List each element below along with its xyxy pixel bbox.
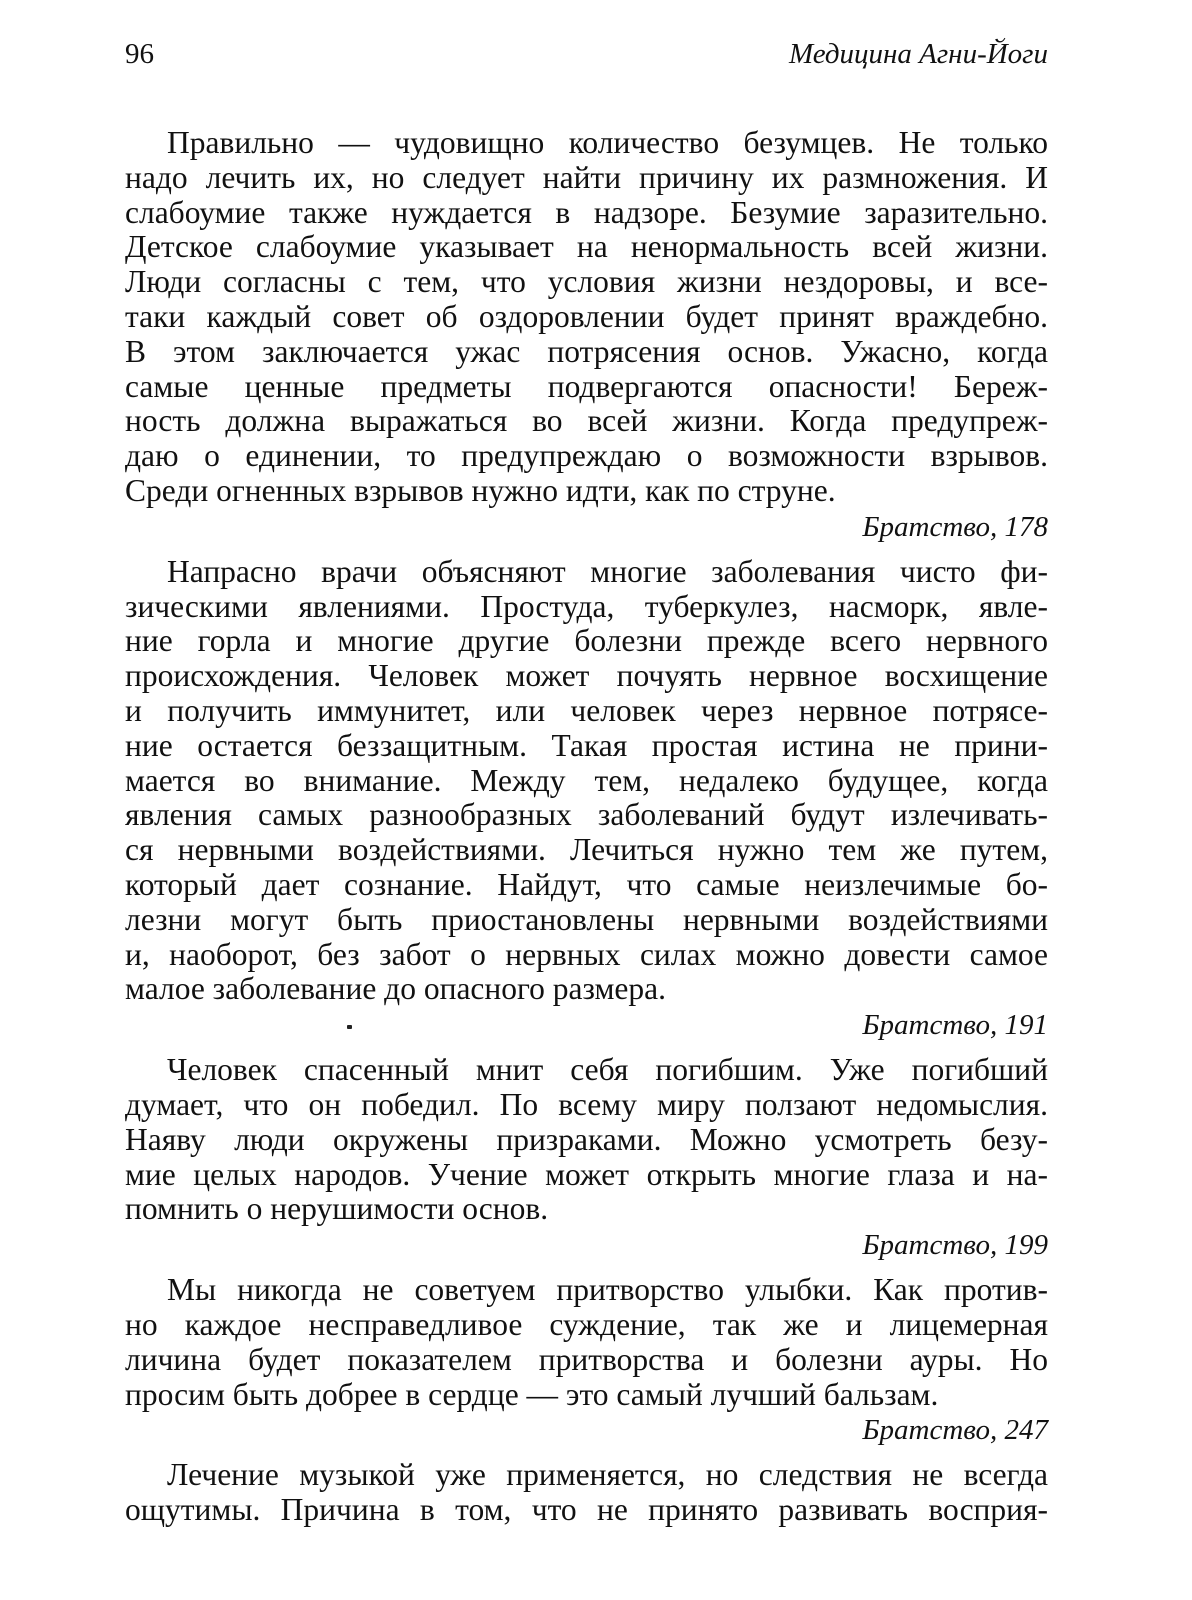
paragraph-line: думает, что он победил. По всему миру ползают недомыслия.	[125, 1086, 1048, 1122]
quote-paragraph	[125, 1273, 1048, 1412]
paragraph-line: но каждое несправедливое суждение, так же и лицемерная	[125, 1306, 1048, 1342]
paragraph-line: В этом заключается ужас потрясения основ. Ужасно, когда	[125, 333, 1048, 369]
book-page	[125, 38, 1048, 1528]
paragraph-line: Мы никогда не советуем притворство улыбки. Как против-	[167, 1272, 1048, 1308]
running-head	[125, 38, 1048, 88]
paragraph-line: происхождения. Человек может почуять нервное восхищение	[125, 658, 1048, 694]
paragraph-line: малое заболевание до опасного размера.	[125, 971, 667, 1007]
paragraph-line: лезни могут быть приостановлены нервными воздействиями	[125, 901, 1048, 937]
paragraph-line: помнить о нерушимости основ.	[125, 1191, 549, 1227]
paragraph-line: даю о единении, то предупреждаю о возможности взрывов.	[125, 438, 1048, 474]
paragraph-line: ние остается беззащитным. Такая простая истина не прини-	[125, 727, 1048, 763]
paragraph-line: Детское слабоумие указывает на ненормальность всей жизни.	[125, 229, 1048, 265]
paragraph-line: Люди согласны с тем, что условия жизни нездоровы, и все-	[125, 264, 1048, 300]
paragraph-line: явления самых разнообразных заболеваний будут излечивать-	[125, 797, 1048, 833]
source-citation-text: Братство, 247	[862, 1414, 1048, 1447]
source-citation	[125, 1227, 1048, 1263]
page-number: 96	[125, 38, 154, 70]
source-citation-text: Братство, 191	[862, 1009, 1048, 1042]
source-citation-text: Братство, 178	[862, 510, 1048, 543]
paragraph-line: ся нервными воздействиями. Лечиться нужно тем же путем,	[125, 832, 1048, 868]
quote-paragraph	[125, 555, 1048, 1007]
quote-paragraph	[125, 1458, 1048, 1528]
quote-paragraph	[125, 1053, 1048, 1227]
paragraph-line: и, наоборот, без забот о нервных силах можно довести самое	[125, 936, 1048, 972]
paragraph-line: Человек спасенный мнит себя погибшим. Уже погибший	[167, 1052, 1048, 1088]
print-speck	[347, 1025, 352, 1029]
paragraph-line: просим быть добрее в сердце — это самый лучший бальзам.	[125, 1376, 939, 1412]
paragraph-line: ощутимы. Причина в том, что не принято развивать восприя-	[125, 1492, 1048, 1528]
paragraph-line: ность должна выражаться во всей жизни. Когда предупреж-	[125, 403, 1048, 439]
source-citation	[125, 509, 1048, 545]
paragraph-line: Лечение музыкой уже применяется, но следствия не всегда	[167, 1457, 1048, 1493]
paragraph-line: зическими явлениями. Простуда, туберкулез, насморк, явле-	[125, 588, 1048, 624]
paragraph-line: и получить иммунитет, или человек через нервное потрясе-	[125, 692, 1048, 728]
source-citation-text: Братство, 199	[862, 1229, 1048, 1262]
paragraph-line: личина будет показателем притворства и болезни ауры. Но	[125, 1341, 1048, 1377]
paragraph-line: таки каждый совет об оздоровлении будет принят враждебно.	[125, 298, 1048, 334]
paragraph-line: слабоумие также нуждается в надзоре. Безумие заразительно.	[125, 194, 1048, 230]
paragraph-line: самые ценные предметы подвергаются опасности! Береж-	[125, 368, 1048, 404]
paragraph-line: Наяву люди окружены призраками. Можно усмотреть безу-	[125, 1121, 1048, 1157]
page-body	[125, 126, 1048, 1528]
paragraph-line: мается во внимание. Между тем, недалеко будущее, когда	[125, 762, 1048, 798]
paragraph-line: Среди огненных взрывов нужно идти, как по струне.	[125, 472, 836, 508]
paragraph-line: ние горла и многие другие болезни прежде всего нервного	[125, 623, 1048, 659]
paragraph-line: Правильно — чудовищно количество безумцев. Не только	[167, 125, 1048, 160]
paragraph-line: который дает сознание. Найдут, что самые неизлечимые бо-	[125, 866, 1048, 902]
paragraph-line: мие целых народов. Учение может открыть многие глаза и на-	[125, 1156, 1048, 1192]
quote-paragraph	[125, 126, 1048, 509]
source-citation	[125, 1007, 1048, 1043]
paragraph-line: Напрасно врачи объясняют многие заболевания чисто фи-	[167, 553, 1048, 589]
source-citation	[125, 1412, 1048, 1448]
paragraph-line: надо лечить их, но следует найти причину их размножения. И	[125, 159, 1048, 195]
book-title: Медицина Агни-Йоги	[788, 38, 1048, 70]
